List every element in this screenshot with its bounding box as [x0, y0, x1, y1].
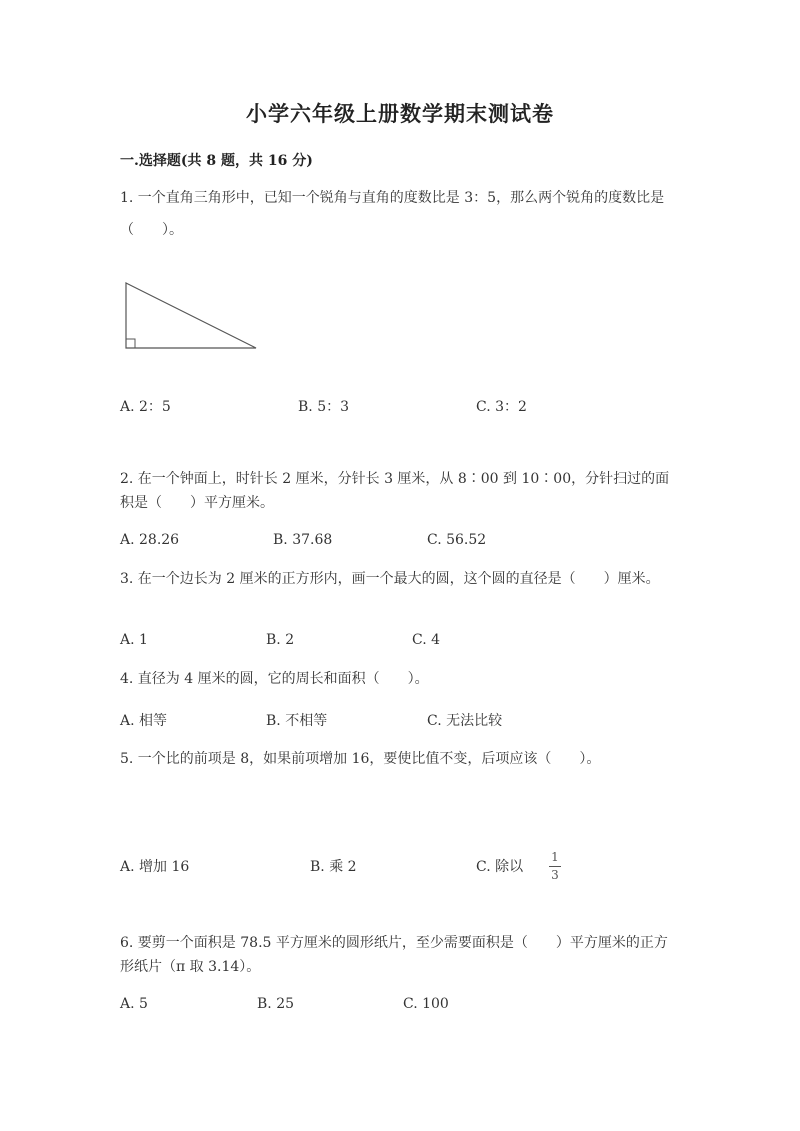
question-4-option-a: A. 相等: [120, 713, 168, 729]
question-5-option-a: A. 增加 16: [120, 859, 190, 875]
question-4-option-c: C. 无法比较: [427, 713, 503, 729]
fraction-numerator: 1: [551, 850, 559, 864]
question-2-option-c: C. 56.52: [427, 532, 487, 548]
fraction-denominator: 3: [551, 868, 559, 882]
question-3-text: 3. 在一个边长为 2 厘米的正方形内，画一个最大的圆，这个圆的直径是（ ）厘米。: [120, 571, 660, 587]
question-3-option-a: A. 1: [120, 632, 148, 648]
fraction-one-third: [549, 850, 561, 882]
question-1-option-a: A. 2：5: [120, 399, 171, 415]
question-2-option-b: B. 37.68: [273, 532, 333, 548]
question-5-text: 5. 一个比的前项是 8，如果前项增加 16，要使比值不变，后项应该（ ）。: [120, 751, 601, 767]
question-6-option-c: C. 100: [403, 996, 449, 1012]
question-4-option-b: B. 不相等: [266, 713, 328, 729]
question-6-option-a: A. 5: [120, 996, 148, 1012]
question-2-text: 2. 在一个钟面上，时针长 2 厘米，分针长 3 厘米，从 8∶00 到 10∶00，分针扫过的面积是（ ）平方厘米。: [120, 471, 670, 511]
question-4-text: 4. 直径为 4 厘米的圆，它的周长和面积（ ）。: [120, 671, 429, 687]
section-heading: 一.选择题(共 8 题，共 16 分): [120, 153, 313, 169]
right-triangle-figure: [118, 278, 260, 352]
question-3-option-c: C. 4: [412, 632, 441, 648]
question-2-option-a: A. 28.26: [120, 532, 180, 548]
question-1-text: 1. 一个直角三角形中，已知一个锐角与直角的度数比是 3：5，那么两个锐角的度数比是（ ）。: [120, 190, 665, 238]
page-title: 小学六年级上册数学期末测试卷: [246, 101, 554, 126]
fraction-bar: [549, 866, 561, 867]
question-5-option-b: B. 乘 2: [310, 859, 357, 875]
question-5-option-c: C. 除以: [476, 859, 524, 875]
question-1-option-c: C. 3：2: [476, 399, 527, 415]
question-3-option-b: B. 2: [266, 632, 295, 648]
question-6-text: 6. 要剪一个面积是 78.5 平方厘米的圆形纸片，至少需要面积是（ ）平方厘米的正方形纸片（π 取 3.14）。: [120, 935, 668, 975]
question-1-option-b: B. 5：3: [298, 399, 350, 415]
question-6-option-b: B. 25: [257, 996, 295, 1012]
